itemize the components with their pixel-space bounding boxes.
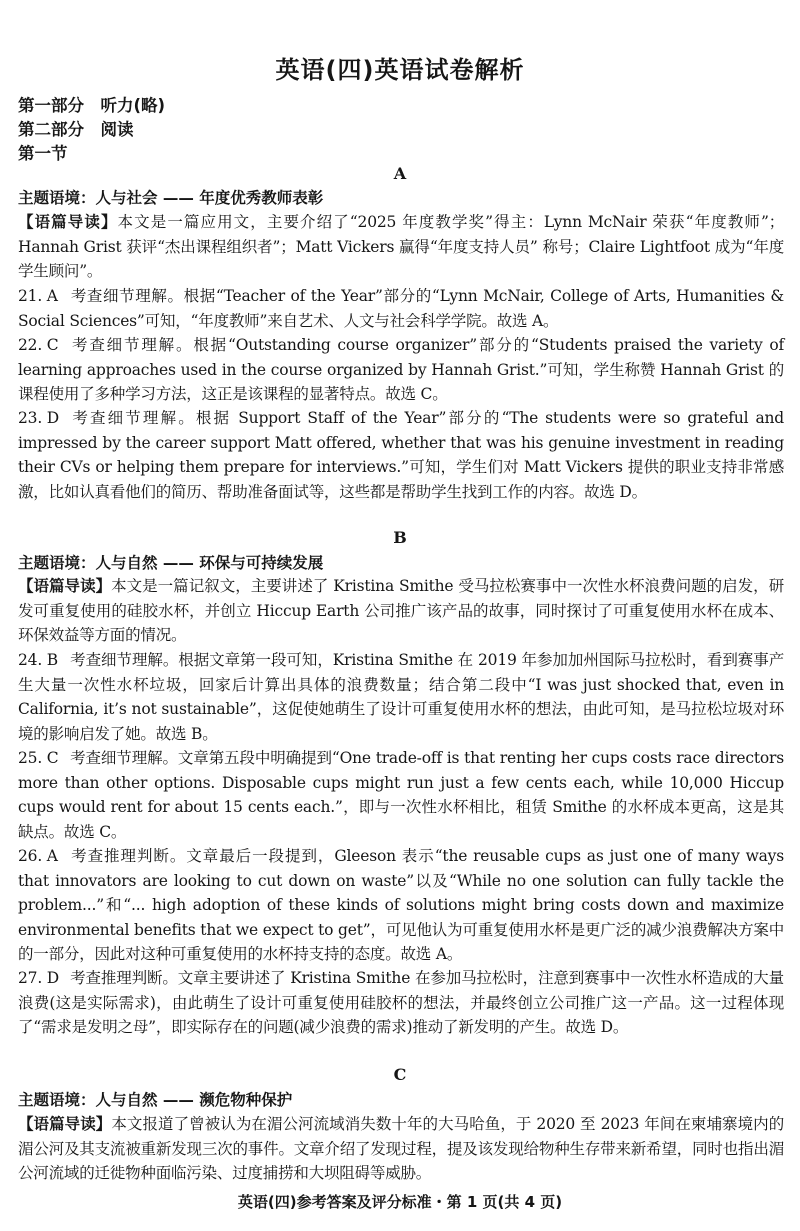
section-letter-c: C [393, 1065, 407, 1084]
question-explanation: 考查推理判断。文章最后一段提到，Gleeson 表示“the reusable cups as just one of many ways that innovators are looking to cut down on waste”以及“While no one solution can fully tackle the problem...”和“... high adoption of these kinds of solutions might bring costs down and maximize environmental benefits that we expect to get”，可见他认为可重复使用水杯是更广泛的减少浪费解决方案中的一部分，因此对这种可重复使用的水杯持支持的态度。故选 A。 [18, 847, 784, 963]
part-heading-reading: 第二部分 阅读 [18, 120, 134, 139]
question-explanation: 考查细节理解。根据“Outstanding course organizer”部分的“Students praised the variety of learning approaches used in the course organized by Hannah Grist.”可知，学生称赞 Hannah Grist 的课程使用了多种学习方法，这正是该课程的显著特点。故选 C。 [18, 336, 784, 403]
question-number: 21. A [18, 287, 58, 305]
question-23 [18, 406, 784, 504]
guide-text: 本文报道了曾被认为在湄公河流域消失数十年的大马哈鱼，于 2020 至 2023 年间在柬埔寨境内的湄公河及其支流被重新发现三次的事件。文章介绍了发现过程，提及该发现给物种生存带来新希望，同时也指出湄公河流域的迁徙物种面临污染、过度捕捞和大坝阻碍等威胁。 [18, 1115, 784, 1182]
guide-label: 【语篇导读】 [18, 213, 118, 231]
guide-text: 本文是一篇应用文，主要介绍了“2025 年度教学奖”得主：Lynn McNair 荣获“年度教师”；Hannah Grist 获评“杰出课程组织者”；Matt Vickers 赢得“年度支持人员” 称号；Claire Lightfoot 成为“年度学生顾问”。 [18, 213, 784, 280]
section-heading-first: 第一节 [18, 144, 68, 163]
question-21 [18, 284, 784, 333]
question-27 [18, 966, 784, 1040]
question-explanation: 考查推理判断。文章主要讲述了 Kristina Smithe 在参加马拉松时，注意到赛事中一次性水杯造成的大量浪费(这是实际需求)，由此萌生了设计可重复使用硅胶杯的想法，并最终创立公司推广这一产品。这一过程体现了“需求是发明之母”，即实际存在的问题(减少浪费的需求)推动了新发明的产生。故选 D。 [18, 969, 784, 1036]
guide-c [18, 1112, 784, 1186]
theme-b: 主题语境：人与自然 —— 环保与可持续发展 [18, 554, 324, 572]
question-26 [18, 844, 784, 967]
page-title: 英语(四)英语试卷解析 [275, 56, 525, 84]
question-25 [18, 746, 784, 844]
question-explanation: 考查细节理解。根据文章第一段可知，Kristina Smithe 在 2019 年参加加州国际马拉松时，看到赛事产生大量一次性水杯垃圾，回家后计算出具体的浪费数量；结合第二段中“I was just shocked that, even in California, it’s not sustainable”，这促使她萌生了设计可重复使用水杯的想法，由此可知，是马拉松垃圾对环境的影响启发了她。故选 B。 [18, 651, 784, 743]
question-24 [18, 648, 784, 746]
guide-label: 【语篇导读】 [18, 1115, 112, 1133]
question-number: 27. D [18, 969, 60, 987]
guide-label: 【语篇导读】 [18, 577, 112, 595]
question-number: 22. C [18, 336, 59, 354]
question-explanation: 考查细节理解。根据 Support Staff of the Year”部分的“The students were so grateful and impressed by the career support Matt offered, whether that was his genuine investment in reading their CVs or helping them prepare for interviews.”可知，学生们对 Matt Vickers 提供的职业支持非常感激，比如认真看他们的简历、帮助准备面试等，这些都是帮助学生找到工作的内容。故选 D。 [18, 409, 784, 501]
guide-b [18, 574, 784, 648]
question-number: 24. B [18, 651, 58, 669]
guide-text: 本文是一篇记叙文，主要讲述了 Kristina Smithe 受马拉松赛事中一次性水杯浪费问题的启发，研发可重复使用的硅胶水杯，并创立 Hiccup Earth 公司推广该产品的故事，同时探讨了可重复使用水杯在成本、环保效益等方面的情况。 [18, 577, 784, 644]
section-letter-b: B [393, 528, 407, 547]
theme-c: 主题语境：人与自然 —— 濒危物种保护 [18, 1091, 293, 1109]
question-number: 26. A [18, 847, 58, 865]
theme-a: 主题语境：人与社会 —— 年度优秀教师表彰 [18, 189, 324, 207]
section-letter-a: A [393, 164, 407, 183]
question-explanation: 考查细节理解。根据“Teacher of the Year”部分的“Lynn McNair, College of Arts, Humanities & Social Sciences”可知，“年度教师”来自艺术、人文与社会科学学院。故选 A。 [18, 287, 784, 330]
question-explanation: 考查细节理解。文章第五段中明确提到“One trade-off is that renting her cups costs race directors more than other options. Disposable cups might run just a few cents each, while 10,000 Hiccup cups would rent for about 15 cents each.”，即与一次性水杯相比，租赁 Smithe 的水杯成本更高，这是其缺点。故选 C。 [18, 749, 784, 841]
question-22 [18, 333, 784, 407]
guide-a [18, 210, 784, 284]
part-heading-listening: 第一部分 听力(略) [18, 96, 166, 115]
question-number: 25. C [18, 749, 59, 767]
page-footer: 英语(四)参考答案及评分标准・第 1 页(共 4 页) [237, 1193, 563, 1211]
question-number: 23. D [18, 409, 60, 427]
